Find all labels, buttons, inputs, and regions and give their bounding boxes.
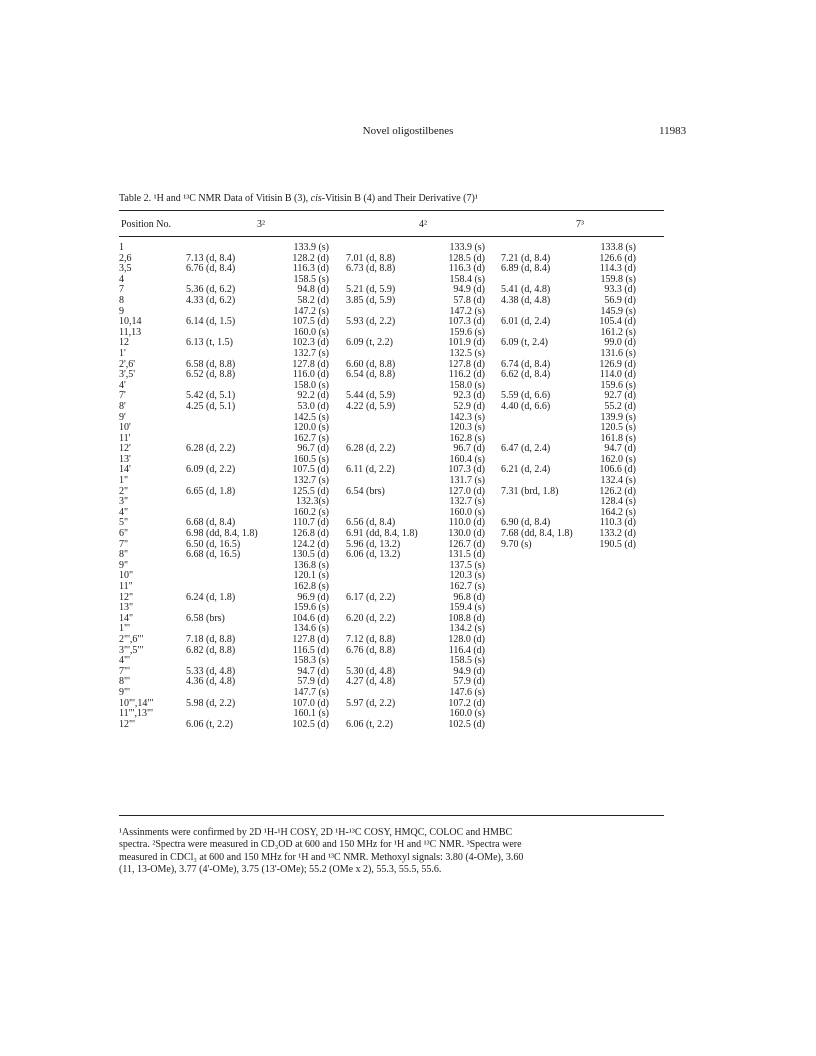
c-shift-3-cell: 92.2 (d)	[297, 390, 329, 402]
c-shift-4-cell: 116.4 (d)	[448, 644, 485, 656]
h-shift-4-cell: 6.09 (t, 2.2)	[346, 337, 393, 349]
position-cell: 8"'	[119, 676, 130, 688]
c-shift-7-cell: 131.6 (s)	[600, 347, 636, 359]
h-shift-3-cell: 4.36 (d, 4.8)	[186, 676, 236, 688]
h-shift-3-cell: 5.36 (d, 6.2)	[186, 284, 236, 296]
column-header-compound-7: 7³	[576, 219, 584, 230]
c-shift-4-cell: 116.3 (d)	[448, 263, 485, 275]
h-shift-3-cell: 6.76 (d, 8.4)	[186, 263, 236, 275]
c-shift-7-cell: 105.4 (d)	[599, 316, 636, 328]
c-shift-4-cell: 158.4 (s)	[449, 273, 485, 285]
c-shift-7-cell: 99.0 (d)	[604, 337, 636, 349]
column-header-position: Position No.	[121, 219, 172, 230]
position-cell: 7"	[119, 538, 129, 550]
c-shift-4-cell: 57.8 (d)	[453, 294, 485, 306]
h-shift-4-cell: 4.27 (d, 4.8)	[346, 676, 396, 688]
c-shift-3-cell: 116.0 (d)	[292, 369, 329, 381]
c-shift-3-cell: 53.0 (d)	[297, 400, 329, 412]
position-cell: 3,5	[119, 263, 132, 275]
position-cell: 12'	[119, 443, 131, 455]
c-shift-4-cell: 116.2 (d)	[448, 369, 485, 381]
c-shift-4-cell: 128.0 (d)	[448, 633, 485, 645]
h-shift-4-cell: 5.44 (d, 5.9)	[346, 390, 396, 402]
column-header-compound-3: 3²	[257, 219, 265, 230]
c-shift-4-cell: 132.5 (s)	[449, 347, 485, 359]
c-shift-3-cell: 57.9 (d)	[297, 676, 329, 688]
caption-text-start: Table 2. ¹H and ¹³C NMR Data of Vitisin B (3),	[119, 193, 309, 204]
c-shift-4-cell: 137.5 (s)	[449, 559, 485, 571]
h-shift-4-cell: 6.17 (d, 2.2)	[346, 591, 396, 603]
c-shift-7-cell: 55.2 (d)	[604, 400, 636, 412]
c-shift-4-cell: 147.2 (s)	[449, 305, 485, 317]
c-shift-4-cell: 142.3 (s)	[449, 411, 485, 423]
header-rule	[119, 236, 664, 237]
table-row	[119, 677, 664, 688]
c-shift-7-cell: 133.2 (d)	[599, 528, 636, 540]
c-shift-7-cell: 126.6 (d)	[599, 252, 636, 264]
position-cell: 6"	[119, 528, 129, 540]
c-shift-4-cell: 127.8 (d)	[448, 358, 485, 370]
c-shift-3-cell: 96.9 (d)	[297, 591, 329, 603]
h-shift-7-cell: 6.09 (t, 2.4)	[501, 337, 548, 349]
position-cell: 1"'	[119, 623, 130, 635]
h-shift-4-cell: 5.30 (d, 4.8)	[346, 665, 396, 677]
h-shift-3-cell: 7.13 (d, 8.4)	[186, 252, 236, 264]
h-shift-3-cell: 6.58 (d, 8.8)	[186, 358, 236, 370]
position-cell: 7	[119, 284, 124, 296]
c-shift-7-cell: 94.7 (d)	[604, 443, 636, 455]
footnote-line: ¹Assinments were confirmed by 2D ¹H-¹H COSY, 2D ¹H-¹³C COSY, HMQC, COLOC and HMBC	[119, 827, 513, 838]
position-cell: 2',6'	[119, 358, 136, 370]
c-shift-7-cell: 93.3 (d)	[604, 284, 636, 296]
c-shift-3-cell: 158.5 (s)	[293, 273, 329, 285]
position-cell: 1"	[119, 475, 129, 487]
h-shift-4-cell: 6.28 (d, 2.2)	[346, 443, 396, 455]
h-shift-3-cell: 6.13 (t, 1.5)	[186, 337, 233, 349]
c-shift-4-cell: 120.3 (s)	[449, 422, 485, 434]
c-shift-4-cell: 52.9 (d)	[453, 400, 485, 412]
position-cell: 9'	[119, 411, 126, 423]
footnote-line: measured in CDCl₃ at 600 and 150 MHz for ¹H and ¹³C NMR. Methoxyl signals: 3.80 (4-OMe), 3.60	[119, 851, 524, 863]
h-shift-7-cell: 9.70 (s)	[501, 538, 532, 550]
position-cell: 4"	[119, 506, 129, 518]
table-row	[119, 497, 664, 508]
c-shift-3-cell: 132.7 (s)	[293, 475, 329, 487]
c-shift-3-cell: 132.3(s)	[295, 496, 329, 508]
position-cell: 10"',14"'	[119, 697, 154, 709]
h-shift-3-cell: 6.98 (dd, 8.4, 1.8)	[186, 528, 258, 540]
h-shift-7-cell: 6.01 (d, 2.4)	[501, 316, 551, 328]
table-row	[119, 614, 664, 625]
h-shift-7-cell: 6.62 (d, 8.4)	[501, 369, 551, 381]
c-shift-4-cell: 92.3 (d)	[453, 390, 485, 402]
h-shift-4-cell: 7.01 (d, 8.8)	[346, 252, 396, 264]
c-shift-7-cell: 161.8 (s)	[600, 432, 636, 444]
h-shift-3-cell: 6.68 (d, 16.5)	[186, 549, 241, 561]
c-shift-3-cell: 120.0 (s)	[293, 422, 329, 434]
c-shift-4-cell: 126.7 (d)	[448, 538, 485, 550]
h-shift-4-cell: 6.73 (d, 8.8)	[346, 263, 396, 275]
c-shift-4-cell: 159.4 (s)	[449, 602, 485, 614]
c-shift-4-cell: 107.3 (d)	[448, 464, 485, 476]
c-shift-3-cell: 160.1 (s)	[293, 708, 329, 720]
c-shift-3-cell: 159.6 (s)	[293, 602, 329, 614]
position-cell: 4	[119, 273, 124, 285]
h-shift-4-cell: 6.06 (t, 2.2)	[346, 718, 393, 730]
c-shift-7-cell: 110.3 (d)	[599, 517, 636, 529]
table-row	[119, 402, 664, 413]
h-shift-7-cell: 6.90 (d, 8.4)	[501, 517, 551, 529]
position-cell: 14'	[119, 464, 131, 476]
c-shift-3-cell: 160.0 (s)	[293, 326, 329, 338]
c-shift-4-cell: 131.5 (d)	[448, 549, 485, 561]
c-shift-4-cell: 158.5 (s)	[449, 655, 485, 667]
h-shift-3-cell: 5.33 (d, 4.8)	[186, 665, 236, 677]
h-shift-3-cell: 6.09 (d, 2.2)	[186, 464, 236, 476]
h-shift-4-cell: 5.96 (d, 13.2)	[346, 538, 401, 550]
c-shift-4-cell: 108.8 (d)	[448, 612, 485, 624]
table-row	[119, 370, 664, 381]
position-cell: 12"'	[119, 718, 135, 730]
c-shift-7-cell: 92.7 (d)	[604, 390, 636, 402]
c-shift-3-cell: 133.9 (s)	[293, 242, 329, 253]
c-shift-3-cell: 160.2 (s)	[293, 506, 329, 518]
c-shift-7-cell: 126.9 (d)	[599, 358, 636, 370]
position-cell: 11,13	[119, 326, 142, 338]
position-cell: 1'	[119, 347, 126, 359]
c-shift-3-cell: 132.7 (s)	[293, 347, 329, 359]
c-shift-4-cell: 162.7 (s)	[449, 581, 485, 592]
c-shift-3-cell: 107.5 (d)	[292, 464, 329, 476]
table-row	[119, 720, 664, 731]
c-shift-4-cell: 107.2 (d)	[448, 697, 485, 709]
c-shift-4-cell: 101.9 (d)	[448, 337, 485, 349]
c-shift-3-cell: 160.5 (s)	[293, 453, 329, 465]
h-shift-4-cell: 6.54 (brs)	[346, 485, 385, 497]
c-shift-7-cell: 106.6 (d)	[599, 464, 636, 476]
c-shift-3-cell: 116.5 (d)	[292, 644, 329, 656]
h-shift-3-cell: 4.33 (d, 6.2)	[186, 294, 236, 306]
c-shift-4-cell: 107.3 (d)	[448, 316, 485, 328]
c-shift-7-cell: 128.4 (s)	[600, 496, 636, 508]
c-shift-7-cell: 120.5 (s)	[600, 422, 636, 434]
c-shift-3-cell: 127.8 (d)	[292, 358, 329, 370]
h-shift-4-cell: 6.06 (d, 13.2)	[346, 549, 401, 561]
c-shift-3-cell: 110.7 (d)	[292, 517, 329, 529]
position-cell: 11"',13"'	[119, 708, 153, 720]
h-shift-7-cell: 5.41 (d, 4.8)	[501, 284, 551, 296]
c-shift-3-cell: 162.7 (s)	[293, 432, 329, 444]
c-shift-4-cell: 147.6 (s)	[449, 686, 485, 698]
h-shift-4-cell: 6.11 (d, 2.2)	[346, 464, 395, 476]
nmr-table-body	[119, 243, 664, 730]
c-shift-4-cell: 94.9 (d)	[453, 284, 485, 296]
h-shift-7-cell: 5.59 (d, 6.6)	[501, 390, 551, 402]
h-shift-4-cell: 5.21 (d, 5.9)	[346, 284, 396, 296]
running-header-title: Novel oligostilbenes	[362, 125, 454, 137]
c-shift-7-cell: 159.6 (s)	[600, 379, 636, 391]
h-shift-7-cell: 4.40 (d, 6.6)	[501, 400, 551, 412]
h-shift-4-cell: 6.91 (dd, 8.4, 1.8)	[346, 528, 418, 540]
c-shift-4-cell: 158.0 (s)	[449, 379, 485, 391]
position-cell: 8"	[119, 549, 129, 561]
c-shift-4-cell: 128.5 (d)	[448, 252, 485, 264]
c-shift-3-cell: 126.8 (d)	[292, 528, 329, 540]
c-shift-3-cell: 162.8 (s)	[293, 581, 329, 592]
table-row	[119, 699, 664, 710]
c-shift-7-cell: 162.0 (s)	[600, 453, 636, 465]
position-cell: 13"	[119, 602, 134, 614]
c-shift-3-cell: 158.0 (s)	[293, 379, 329, 391]
table-row	[119, 264, 664, 275]
h-shift-3-cell: 6.50 (d, 16.5)	[186, 538, 241, 550]
column-header-compound-4: 4²	[419, 219, 427, 230]
c-shift-3-cell: 136.8 (s)	[293, 559, 329, 571]
c-shift-3-cell: 128.2 (d)	[292, 252, 329, 264]
position-cell: 3"',5"'	[119, 644, 144, 656]
footnote-line: spectra. ²Spectra were measured in CD₃OD at 600 and 150 MHz for ¹H and ¹³C NMR. ³Spectra were	[119, 839, 522, 851]
c-shift-3-cell: 107.5 (d)	[292, 316, 329, 328]
c-shift-3-cell: 94.7 (d)	[297, 665, 329, 677]
c-shift-7-cell: 139.9 (s)	[600, 411, 636, 423]
c-shift-4-cell: 96.8 (d)	[453, 591, 485, 603]
c-shift-3-cell: 125.5 (d)	[292, 485, 329, 497]
h-shift-7-cell: 6.74 (d, 8.4)	[501, 358, 551, 370]
c-shift-3-cell: 127.8 (d)	[292, 633, 329, 645]
c-shift-3-cell: 107.0 (d)	[292, 697, 329, 709]
position-cell: 3"	[119, 496, 129, 508]
h-shift-4-cell: 5.93 (d, 2.2)	[346, 316, 396, 328]
c-shift-7-cell: 161.2 (s)	[600, 326, 636, 338]
c-shift-3-cell: 96.7 (d)	[297, 443, 329, 455]
position-cell: 10,14	[119, 316, 142, 328]
table-row	[119, 338, 664, 349]
h-shift-7-cell: 7.68 (dd, 8.4, 1.8)	[501, 528, 573, 540]
h-shift-7-cell: 6.21 (d, 2.4)	[501, 464, 551, 476]
position-cell: 4'	[119, 379, 126, 391]
table-row	[119, 646, 664, 657]
c-shift-7-cell: 126.2 (d)	[599, 485, 636, 497]
table-row	[119, 296, 664, 307]
position-cell: 5"	[119, 517, 129, 529]
position-cell: 12	[119, 337, 129, 349]
h-shift-4-cell: 6.20 (d, 2.2)	[346, 612, 396, 624]
table-top-rule	[119, 210, 664, 211]
c-shift-4-cell: 133.9 (s)	[449, 242, 485, 253]
c-shift-3-cell: 147.7 (s)	[293, 686, 329, 698]
h-shift-7-cell: 6.47 (d, 2.4)	[501, 443, 551, 455]
h-shift-3-cell: 6.28 (d, 2.2)	[186, 443, 236, 455]
c-shift-4-cell: 134.2 (s)	[449, 623, 485, 635]
table-bottom-rule	[119, 815, 664, 816]
table-row	[119, 571, 664, 582]
table-row	[119, 582, 664, 593]
h-shift-7-cell: 7.31 (brd, 1.8)	[501, 485, 559, 497]
c-shift-3-cell: 102.3 (d)	[292, 337, 329, 349]
c-shift-4-cell: 162.8 (s)	[449, 432, 485, 444]
position-cell: 8'	[119, 400, 126, 412]
c-shift-7-cell: 145.9 (s)	[600, 305, 636, 317]
h-shift-7-cell: 4.38 (d, 4.8)	[501, 294, 551, 306]
position-cell: 9"	[119, 559, 129, 571]
h-shift-7-cell: 6.89 (d, 8.4)	[501, 263, 551, 275]
position-cell: 2"	[119, 485, 129, 497]
h-shift-4-cell: 6.54 (d, 8.8)	[346, 369, 396, 381]
c-shift-3-cell: 158.3 (s)	[293, 655, 329, 667]
c-shift-4-cell: 159.6 (s)	[449, 326, 485, 338]
table-row	[119, 635, 664, 646]
h-shift-3-cell: 6.58 (brs)	[186, 612, 225, 624]
position-cell: 7"'	[119, 665, 130, 677]
table-row	[119, 487, 664, 498]
h-shift-3-cell: 5.42 (d, 5.1)	[186, 390, 236, 402]
position-cell: 9"'	[119, 686, 130, 698]
position-cell: 2,6	[119, 252, 132, 264]
c-shift-4-cell: 160.4 (s)	[449, 453, 485, 465]
table-footnotes	[119, 827, 667, 877]
c-shift-4-cell: 102.5 (d)	[448, 718, 485, 730]
table-row	[119, 444, 664, 455]
h-shift-3-cell: 7.18 (d, 8.8)	[186, 633, 236, 645]
c-shift-3-cell: 94.8 (d)	[297, 284, 329, 296]
position-cell: 10'	[119, 422, 131, 434]
h-shift-3-cell: 4.25 (d, 5.1)	[186, 400, 236, 412]
c-shift-4-cell: 132.7 (s)	[449, 496, 485, 508]
c-shift-7-cell: 159.8 (s)	[600, 273, 636, 285]
c-shift-4-cell: 160.0 (s)	[449, 708, 485, 720]
position-cell: 10"	[119, 570, 134, 582]
h-shift-4-cell: 4.22 (d, 5.9)	[346, 400, 396, 412]
table-row	[119, 243, 664, 254]
c-shift-3-cell: 134.6 (s)	[293, 623, 329, 635]
h-shift-4-cell: 6.56 (d, 8.4)	[346, 517, 396, 529]
position-cell: 11"	[119, 581, 133, 592]
position-cell: 3',5'	[119, 369, 136, 381]
c-shift-7-cell: 164.2 (s)	[600, 506, 636, 518]
c-shift-4-cell: 160.0 (s)	[449, 506, 485, 518]
c-shift-3-cell: 104.6 (d)	[292, 612, 329, 624]
page-number: 11983	[659, 125, 687, 137]
c-shift-3-cell: 147.2 (s)	[293, 305, 329, 317]
position-cell: 4"'	[119, 655, 130, 667]
position-cell: 8	[119, 294, 124, 306]
table-row	[119, 593, 664, 604]
c-shift-4-cell: 94.9 (d)	[453, 665, 485, 677]
h-shift-4-cell: 6.60 (d, 8.8)	[346, 358, 396, 370]
h-shift-4-cell: 5.97 (d, 2.2)	[346, 697, 396, 709]
table-row	[119, 561, 664, 572]
c-shift-7-cell: 132.4 (s)	[600, 475, 636, 487]
h-shift-3-cell: 6.06 (t, 2.2)	[186, 718, 233, 730]
c-shift-7-cell: 190.5 (d)	[599, 538, 636, 550]
c-shift-3-cell: 124.2 (d)	[292, 538, 329, 550]
h-shift-4-cell: 6.76 (d, 8.8)	[346, 644, 396, 656]
c-shift-3-cell: 58.2 (d)	[297, 294, 329, 306]
c-shift-4-cell: 57.9 (d)	[453, 676, 485, 688]
table-caption	[119, 193, 478, 204]
table-row	[119, 688, 664, 699]
c-shift-7-cell: 133.8 (s)	[600, 242, 636, 253]
table-row	[119, 465, 664, 476]
footnote-line: (11, 13-OMe), 3.77 (4'-OMe), 3.75 (13'-OMe); 55.2 (OMe x 2), 55.3, 55.5, 55.6.	[119, 864, 442, 876]
h-shift-7-cell: 7.21 (d, 8.4)	[501, 252, 551, 264]
position-cell: 2"',6"'	[119, 633, 144, 645]
c-shift-3-cell: 130.5 (d)	[292, 549, 329, 561]
caption-italic-prefix: cis	[310, 193, 322, 204]
h-shift-3-cell: 6.14 (d, 1.5)	[186, 316, 236, 328]
table-row	[119, 413, 664, 424]
position-cell: 14"	[119, 612, 134, 624]
position-cell: 1	[119, 242, 124, 253]
caption-text-end: -Vitisin B (4) and Their Derivative (7)¹	[321, 193, 478, 204]
h-shift-3-cell: 6.52 (d, 8.8)	[186, 369, 236, 381]
c-shift-4-cell: 120.3 (s)	[449, 570, 485, 582]
position-cell: 9	[119, 305, 124, 317]
c-shift-4-cell: 130.0 (d)	[448, 528, 485, 540]
table-row	[119, 349, 664, 360]
c-shift-4-cell: 110.0 (d)	[448, 517, 485, 529]
h-shift-3-cell: 6.65 (d, 1.8)	[186, 485, 236, 497]
c-shift-4-cell: 96.7 (d)	[453, 443, 485, 455]
position-cell: 13'	[119, 453, 131, 465]
h-shift-3-cell: 6.68 (d, 8.4)	[186, 517, 236, 529]
c-shift-7-cell: 114.3 (d)	[599, 263, 636, 275]
c-shift-3-cell: 120.1 (s)	[293, 570, 329, 582]
h-shift-3-cell: 5.98 (d, 2.2)	[186, 697, 236, 709]
position-cell: 7'	[119, 390, 126, 402]
c-shift-7-cell: 56.9 (d)	[604, 294, 636, 306]
h-shift-4-cell: 3.85 (d, 5.9)	[346, 294, 396, 306]
c-shift-3-cell: 142.5 (s)	[293, 411, 329, 423]
c-shift-7-cell: 114.0 (d)	[599, 369, 636, 381]
c-shift-3-cell: 116.3 (d)	[292, 263, 329, 275]
position-cell: 11'	[119, 432, 131, 444]
c-shift-4-cell: 127.0 (d)	[448, 485, 485, 497]
table-row	[119, 550, 664, 561]
h-shift-3-cell: 6.24 (d, 1.8)	[186, 591, 236, 603]
table-row	[119, 423, 664, 434]
table-row	[119, 317, 664, 328]
h-shift-4-cell: 7.12 (d, 8.8)	[346, 633, 396, 645]
position-cell: 12"	[119, 591, 134, 603]
h-shift-3-cell: 6.82 (d, 8.8)	[186, 644, 236, 656]
c-shift-4-cell: 131.7 (s)	[449, 475, 485, 487]
c-shift-3-cell: 102.5 (d)	[292, 718, 329, 730]
